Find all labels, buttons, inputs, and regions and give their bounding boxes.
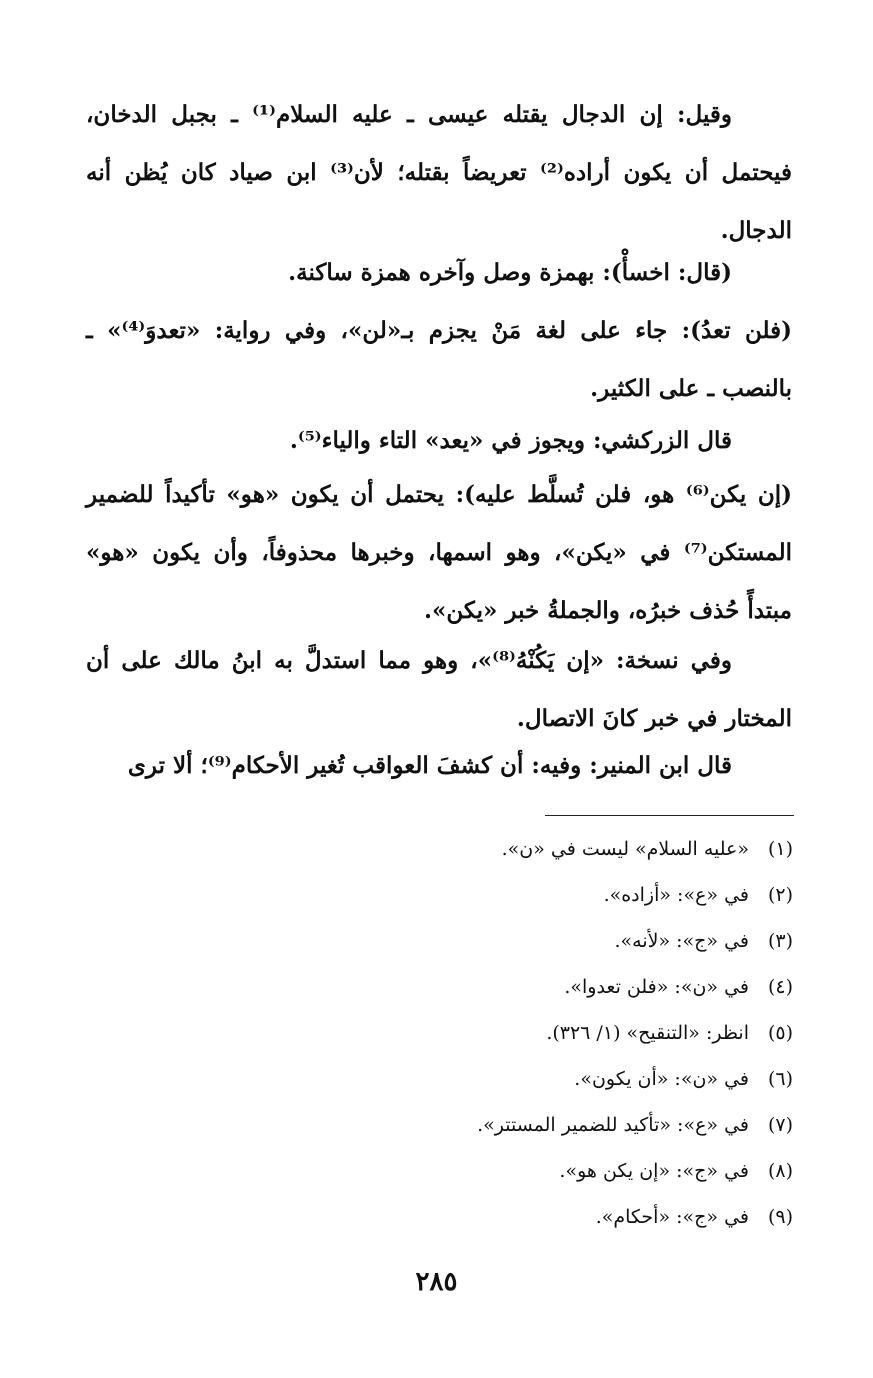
footnote-text: في «ع»: «تأكيد للضمير المستتر». (477, 1114, 749, 1136)
paragraph-ikhsa: (قال: اخسأْ): بهمزة وصل وآخره همزة ساكنة. (288, 259, 732, 286)
footnote-item (93, 1148, 793, 1194)
footnote-item (93, 1102, 793, 1148)
paragraph-dajjal-killing: وقيل: إن الدجال يقتله عيسى ـ عليه السلام⁽¹⁾ ـ بجبل الدخان، فيحتمل أن يكون أراده⁽²⁾ تعريضاً بقتله؛ لأن⁽³⁾ ابن صياد كان يُظن أنه الدجال. (86, 101, 792, 244)
footnote-item (93, 872, 793, 918)
paragraph-nuskha: وفي نسخة: «إن يَكُنْهُ⁽⁸⁾»، وهو مما استدلَّ به ابنُ مالك على أن المختار في خبر كانَ الاتصال. (86, 647, 792, 732)
paragraph-ibn-almunir: قال ابن المنير: وفيه: أن كشفَ العواقب تُغير الأحكام⁽⁹⁾؛ ألا ترى (127, 752, 732, 779)
footnote-divider (545, 815, 794, 816)
footnote-item (93, 1056, 793, 1102)
paragraph-falan-taadu: (فلن تعدُ): جاء على لغة مَنْ يجزم بـ«لن»، وفي رواية: «تعدوَ⁽⁴⁾» ـ بالنصب ـ على الكثير. (86, 317, 792, 402)
footnote-text: في «ع»: «أزاده». (603, 884, 749, 906)
footnote-number: (٨) (767, 1160, 793, 1182)
footnote-text: في «ن»: «فلن تعدوا». (564, 976, 749, 998)
paragraph-zarkashi: قال الزركشي: ويجوز في «يعد» التاء والياء⁽⁵⁾. (289, 427, 732, 454)
footnote-text: في «ن»: «أن يكون». (574, 1068, 749, 1090)
footnote-text: في «ج»: «إن يكن هو». (559, 1160, 749, 1182)
footnote-number: (٤) (767, 976, 793, 998)
footnote-number: (٦) (767, 1068, 793, 1090)
footnote-number: (٣) (767, 930, 793, 952)
footnote-number: (٢) (767, 884, 793, 906)
footnote-text: في «ج»: «لأنه». (614, 930, 749, 952)
footnote-item (93, 1194, 793, 1240)
footnote-number: (٩) (767, 1206, 793, 1228)
paragraph-in-yakun: (إن يكن⁽⁶⁾ هو، فلن تُسلَّط عليه): يحتمل أن يكون «هو» تأكيداً للضمير المستكن⁽⁷⁾ في «يكن»، وهو اسمها، وخبرها محذوفاً، وأن يكون «هو» مبتدأً حُذف خبرُه، والجملةُ خبر «يكن». (86, 481, 792, 624)
footnote-item (93, 1010, 793, 1056)
page-number: ٢٨٥ (415, 1267, 458, 1297)
footnote-text: في «ج»: «أحكام». (595, 1206, 749, 1228)
footnote-item (93, 826, 793, 872)
footnote-item (93, 964, 793, 1010)
footnote-text: «عليه السلام» ليست في «ن». (501, 838, 749, 860)
footnote-number: (٥) (767, 1022, 793, 1044)
footnote-number: (١) (767, 838, 793, 860)
footnotes-list (93, 826, 793, 1240)
footnote-text: انظر: «التنقيح» (١/ ٣٢٦). (546, 1022, 749, 1044)
footnote-item (93, 918, 793, 964)
footnote-number: (٧) (767, 1114, 793, 1136)
